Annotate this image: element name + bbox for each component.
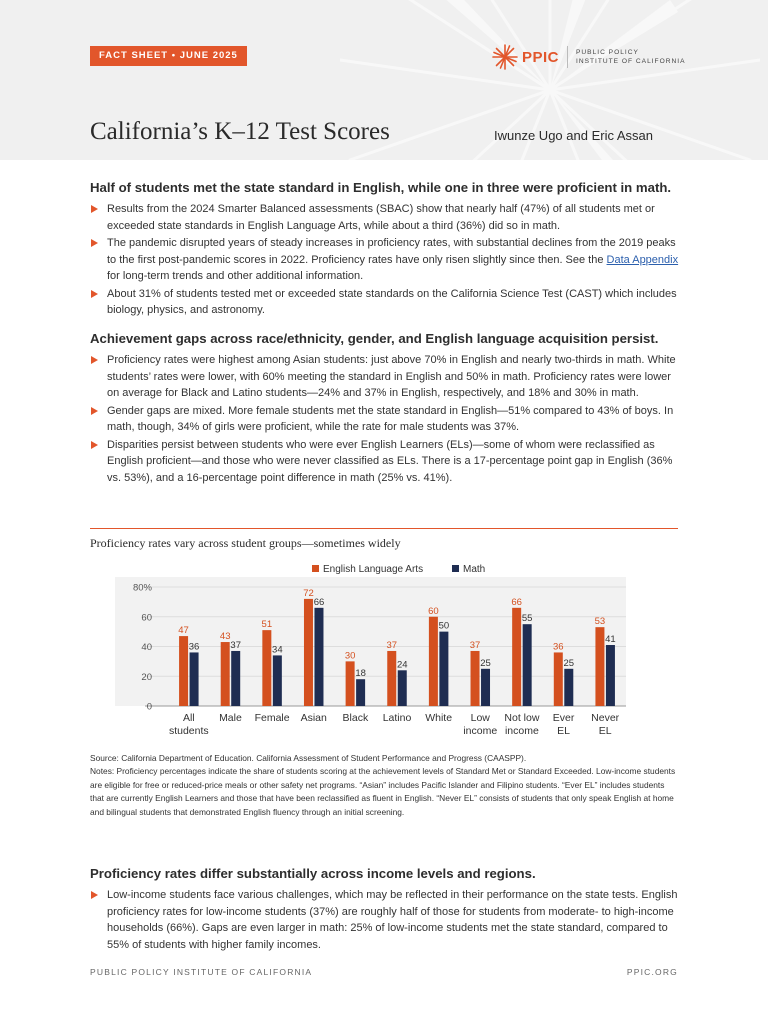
- section-achievement-gaps: [90, 331, 680, 487]
- data-label: 25: [480, 657, 491, 669]
- data-label: 36: [188, 641, 200, 653]
- bullet-text: Gender gaps are mixed. More female students met the state standard in English—51% compared to 43% of boys. In math, though, 34% of girls were proficient, while the rate for male students was 37%.: [107, 404, 674, 433]
- bar: [564, 669, 573, 706]
- section-heading: Achievement gaps across race/ethnicity, gender, and English language acquisition persist.: [90, 331, 659, 346]
- list-item: [90, 887, 680, 953]
- bullet-text: for long-term trends and other additional information.: [107, 270, 364, 282]
- bar: [221, 642, 230, 706]
- x-tick-label: Ever: [552, 712, 575, 724]
- bullet-text: Disparities persist between students who were ever English Learners (ELs)—some of whom were reclassified as English proficient—and those who were never classified as ELs. There is a 17-percentage point gap in English (36% vs. 53%), and a 16-percentage point difference in math (25% vs. 41%).: [107, 438, 673, 484]
- bar: [523, 624, 532, 706]
- data-label: 47: [178, 625, 189, 637]
- bar: [481, 669, 490, 706]
- data-label: 53: [594, 616, 606, 628]
- bar: [554, 652, 563, 706]
- x-tick-label: Latino: [382, 712, 412, 724]
- data-label: 37: [469, 639, 481, 651]
- bar: [304, 599, 313, 706]
- bar: [439, 632, 448, 706]
- bullet-list: [90, 352, 680, 486]
- triangle-bullet-icon: [91, 356, 98, 364]
- fact-sheet-badge: FACT SHEET • JUNE 2025: [90, 46, 247, 66]
- data-label: 34: [272, 644, 283, 656]
- logo-wordmark: PPIC: [522, 48, 560, 66]
- triangle-bullet-icon: [91, 441, 98, 449]
- x-tick-label: Asian: [300, 712, 327, 724]
- sunburst-logo-icon: [492, 44, 518, 70]
- bar: [231, 651, 240, 706]
- footer-website-link[interactable]: PPIC.ORG: [626, 967, 678, 977]
- bar: [398, 670, 407, 706]
- x-tick-label: EL: [557, 725, 570, 737]
- bullet-text: The pandemic disrupted years of steady increases in proficiency rates, with substantial declines from the 2019 peaks to the first post-pandemic scores in 2022. Proficiency rates have only risen slightly since then. See the: [107, 237, 676, 266]
- x-tick-label: Male: [219, 712, 242, 724]
- data-label: 51: [261, 619, 273, 631]
- triangle-bullet-icon: [91, 290, 98, 298]
- y-tick-label: 80%: [132, 582, 152, 594]
- list-item: [90, 403, 680, 436]
- footer-organization: PUBLIC POLICY INSTITUTE OF CALIFORNIA: [90, 967, 313, 977]
- data-label: 18: [355, 668, 366, 680]
- y-tick-label: 40: [141, 642, 152, 653]
- bar: [595, 627, 604, 706]
- bullet-list: [90, 201, 680, 319]
- y-tick-label: 0: [146, 701, 152, 713]
- bullet-text: Low-income students face various challenges, which may be reflected in their performance on the state tests. English proficiency rates for low-income students (37%) are roughly half of those for students from moderate- to high-income households (66%). Gaps are even larger in math: 25% of low-income students met the state standard, compared to 55% of students with higher family incomes.: [107, 889, 678, 951]
- data-label: 50: [438, 620, 450, 632]
- bullet-text: About 31% of students tested met or exceeded state standards on the California Science Test (CAST) which includes biology, physics, and astronomy.: [107, 287, 677, 316]
- list-item: [90, 286, 680, 319]
- logo-subtitle-line1: PUBLIC POLICY: [576, 49, 639, 56]
- x-tick-label: All: [182, 712, 195, 724]
- chart-title: Proficiency rates vary across student groups—sometimes widely: [90, 536, 401, 550]
- y-tick-label: 60: [141, 612, 152, 624]
- bullet-list: [90, 887, 680, 953]
- chart-source: Source: California Department of Education. California Assessment of Student Performance and Progress (CAASPP).: [90, 753, 527, 763]
- x-tick-label: Never: [591, 712, 620, 724]
- data-appendix-link[interactable]: Data Appendix: [606, 253, 679, 266]
- x-tick-label: Black: [342, 712, 369, 724]
- bar: [273, 655, 282, 706]
- section-proficiency: [90, 180, 680, 320]
- x-tick-label: White: [425, 712, 453, 724]
- bar: [314, 608, 323, 706]
- data-label: 41: [605, 634, 616, 646]
- bullet-text: Results from the 2024 Smarter Balanced assessments (SBAC) show that nearly half (47%) of all students met or exceeded state standards in English Language Arts, while about a third (36%) did so in math.: [107, 203, 655, 232]
- chart-divider: [90, 528, 678, 529]
- legend-swatch: [452, 565, 459, 572]
- section-income-regions: [90, 866, 680, 954]
- logo-divider: [567, 46, 568, 68]
- authors: Iwunze Ugo and Eric Assan: [494, 128, 653, 143]
- bar: [471, 651, 480, 706]
- triangle-bullet-icon: [91, 205, 98, 213]
- x-tick-label: students: [168, 725, 209, 737]
- legend-label: English Language Arts: [323, 564, 424, 575]
- data-label: 60: [428, 605, 439, 617]
- data-label: 66: [511, 596, 522, 608]
- page-title: California’s K–12 Test Scores: [90, 118, 390, 145]
- section-heading: Proficiency rates differ substantially across income levels and regions.: [90, 866, 536, 881]
- proficiency-bar-chart: [90, 555, 680, 745]
- x-tick-label: Low: [470, 712, 490, 724]
- x-tick-label: Female: [254, 712, 290, 724]
- data-label: 37: [230, 639, 241, 651]
- x-tick-label: income: [463, 725, 498, 737]
- logo-subtitle-line2: INSTITUTE OF CALIFORNIA: [576, 58, 686, 65]
- data-label: 43: [219, 631, 231, 643]
- bar: [606, 645, 615, 706]
- data-label: 25: [563, 657, 575, 669]
- x-tick-label: Not low: [504, 712, 540, 724]
- triangle-bullet-icon: [91, 239, 98, 247]
- triangle-bullet-icon: [91, 407, 98, 415]
- x-tick-label: income: [504, 725, 539, 737]
- data-label: 30: [344, 650, 356, 662]
- bar: [512, 608, 521, 706]
- list-item: [90, 201, 680, 234]
- chart-notes-text: Notes: Proficiency percentages indicate the share of students scoring at the achievement levels of Standard Met or Standard Exceeded. Low-income students are eligible for free or reduced-price meals or other safety net programs. “Asian” includes Pacific Islander and Filipino students. “Ever EL” includes students that are currently English Learners and those that have been reclassified as fluent in English. “Never EL” consists of students that only speak English at home and bilingual students that demonstrated English fluency through an initial screening.: [90, 766, 676, 817]
- bar: [262, 630, 271, 706]
- bar: [387, 651, 396, 706]
- data-label: 55: [521, 613, 533, 625]
- bar: [190, 652, 199, 706]
- data-label: 24: [396, 659, 408, 671]
- triangle-bullet-icon: [91, 891, 98, 899]
- x-tick-label: EL: [598, 725, 612, 737]
- bar: [429, 617, 438, 706]
- list-item: [90, 352, 680, 402]
- data-label: 37: [386, 639, 398, 651]
- section-heading: Half of students met the state standard in English, while one in three were proficient in math.: [90, 180, 672, 195]
- list-item: [90, 235, 680, 285]
- y-tick-label: 20: [141, 671, 152, 683]
- bullet-text: Proficiency rates were highest among Asian students: just above 70% in English and nearly two-thirds in math. White students’ rates were lower, with 60% meeting the standard in English and 50% in math. Proficiency rates were lower on average for Black and Latino students—24% and 37% in English, respectively, and 18% and 30% in math.: [107, 354, 676, 399]
- bar: [356, 679, 365, 706]
- logo-subtitle: [576, 48, 685, 66]
- legend-label: Math: [463, 564, 486, 575]
- legend-swatch: [312, 565, 319, 572]
- chart-notes: [90, 752, 680, 819]
- bar: [179, 636, 188, 706]
- bar: [346, 661, 355, 706]
- data-label: 72: [303, 587, 314, 599]
- data-label: 66: [313, 596, 325, 608]
- data-label: 36: [553, 641, 564, 653]
- list-item: [90, 437, 680, 487]
- ppic-logo[interactable]: [492, 44, 685, 70]
